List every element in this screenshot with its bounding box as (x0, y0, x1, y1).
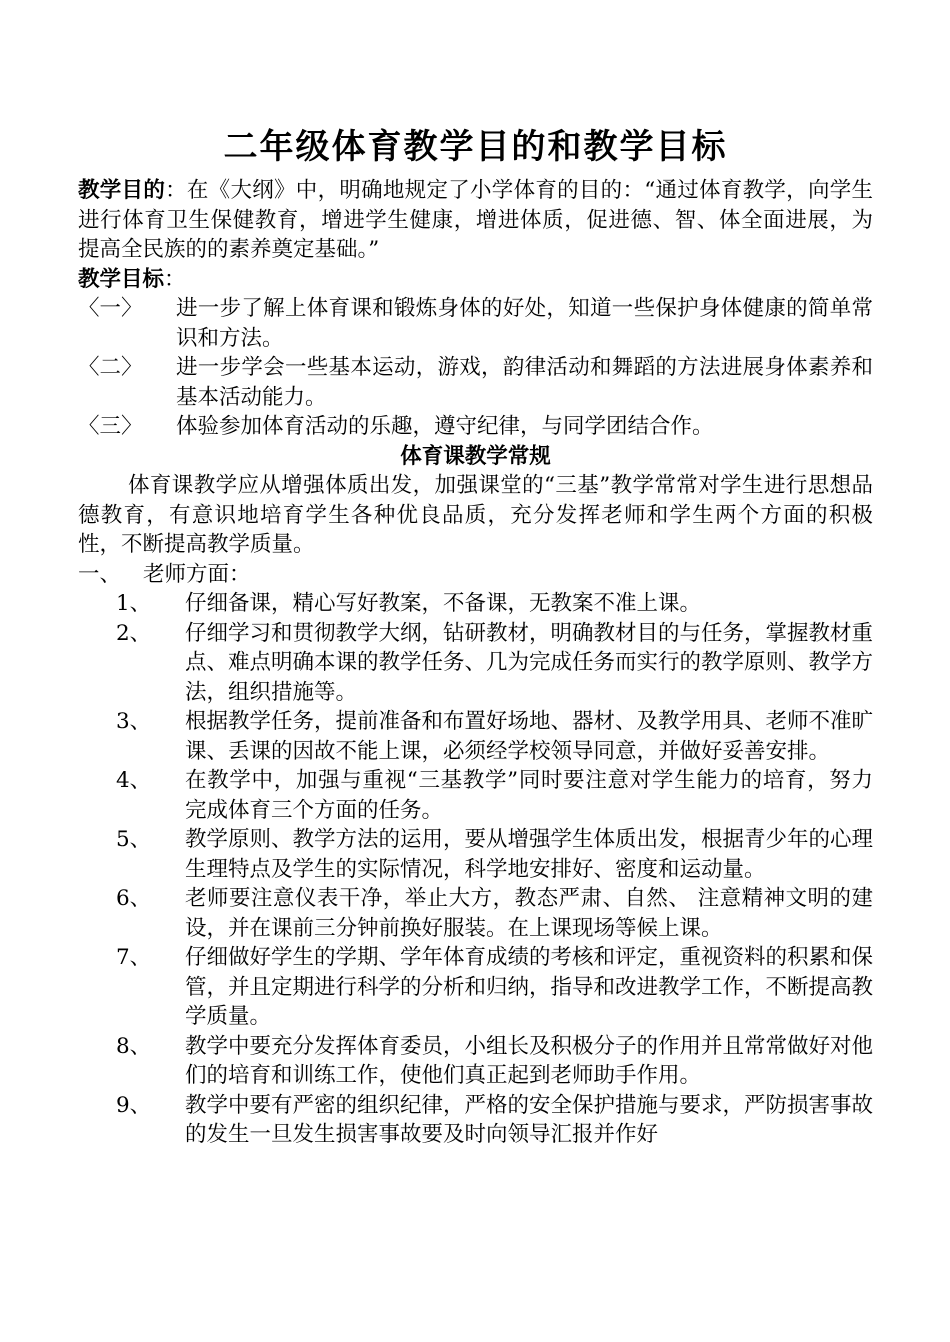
list-item (78, 884, 873, 943)
item-number: 8、 (116, 1033, 152, 1059)
list-item (78, 1091, 873, 1150)
item-text: 仔细学习和贯彻教学大纲，钻研教材，明确教材目的与任务，掌握教材重点、难点明确本课的教学任务、几为完成任务而实行的教学原则、教学方法，组织措施等。 (185, 620, 874, 705)
list-item (78, 619, 873, 708)
item-number: 2、 (116, 620, 152, 646)
item-number: 7、 (116, 945, 152, 970)
item-number: 3、 (116, 709, 152, 734)
item-text: 教学原则、教学方法的运用，要从增强学生体质出发，根据青少年的心理生理特点及学生的实际情况，科学地安排好、密度和运动量。 (185, 827, 874, 882)
goal-text: 进一步学会一些基本运动，游戏，韵律活动和舞蹈的方法进展身体素养和基本活动能力。 (176, 355, 873, 410)
item-text: 教学中要充分发挥体育委员，小组长及积极分子的作用并且常常做好对他们的培育和训练工作，使他们真正起到老师助手作用。 (185, 1033, 874, 1088)
document-page (78, 118, 873, 1150)
list-item (78, 589, 873, 619)
list-item (78, 825, 873, 884)
purpose-label: 教学目的 (78, 178, 166, 203)
purpose-text: ：在《大纲》中，明确地规定了小学体育的目的：“通过体育教学，向学生进行体育卫生保健教育，增进学生健康，增进体质，促进德、智、体全面进展，为提高全民族的的素养奠定基础。” (78, 178, 873, 262)
goal-number: 〈二〉 (78, 355, 143, 380)
section-title: 老师方面： (143, 561, 251, 587)
goal-number: 〈一〉 (78, 296, 143, 321)
routine-intro: 体育课教学应从增强体质出发，加强课堂的“三基”教学常常对学生进行思想品德教育，有意识地培育学生各种优良品质，充分发挥老师和学生两个方面的积极性，不断提高教学质量。 (78, 473, 873, 557)
list-item (78, 707, 873, 766)
item-number: 6、 (116, 886, 152, 911)
list-item (78, 943, 873, 1032)
item-text: 教学中要有严密的组织纪律，严格的安全保护措施与要求，严防损害事故的发生一旦发生损害事故要及时向领导汇报并作好 (185, 1092, 874, 1147)
list-item (78, 1032, 873, 1091)
section-heading (78, 560, 873, 590)
item-text: 根据教学任务，提前准备和布置好场地、器材、及教学用具、老师不准旷课、丢课的因故不能上课，必须经学校领导同意，并做好妥善安排。 (185, 709, 874, 764)
goals-label-suffix: ： (164, 266, 186, 292)
routine-title: 体育课教学常规 (400, 443, 551, 469)
item-number: 5、 (116, 827, 152, 852)
goal-item (78, 294, 873, 353)
goal-text: 体验参加体育活动的乐趣，遵守纪律，与同学团结合作。 (176, 414, 714, 439)
goal-item (78, 412, 873, 442)
list-item (78, 766, 873, 825)
section-number: 一、 (78, 561, 122, 587)
item-number: 9、 (116, 1092, 152, 1118)
purpose-paragraph (78, 176, 873, 265)
item-number: 1、 (116, 591, 152, 616)
item-text: 仔细备课，精心写好教案，不备课，无教案不准上课。 (185, 591, 702, 616)
goals-label: 教学目标 (78, 266, 165, 292)
goal-number: 〈三〉 (78, 414, 143, 439)
item-text: 在教学中，加强与重视“三基教学”同时要注意对学生能力的培育，努力完成体育三个方面的任务。 (185, 768, 873, 823)
goal-item (78, 353, 873, 412)
document-title: 二年级体育教学目的和教学目标 (223, 127, 728, 167)
item-text: 老师要注意仪表干净，举止大方，教态严肃、自然、 注意精神文明的建设，并在课前三分钟前换好服装。在上课现场等候上课。 (185, 886, 873, 941)
item-number: 4、 (116, 768, 152, 793)
goal-text: 进一步了解上体育课和锻炼身体的好处，知道一些保护身体健康的简单常识和方法。 (176, 296, 873, 351)
goals-heading (78, 265, 873, 295)
item-text: 仔细做好学生的学期、学年体育成绩的考核和评定，重视资料的积累和保管，并且定期进行科学的分析和归纳，指导和改进教学工作，不断提高教学质量。 (185, 945, 874, 1029)
